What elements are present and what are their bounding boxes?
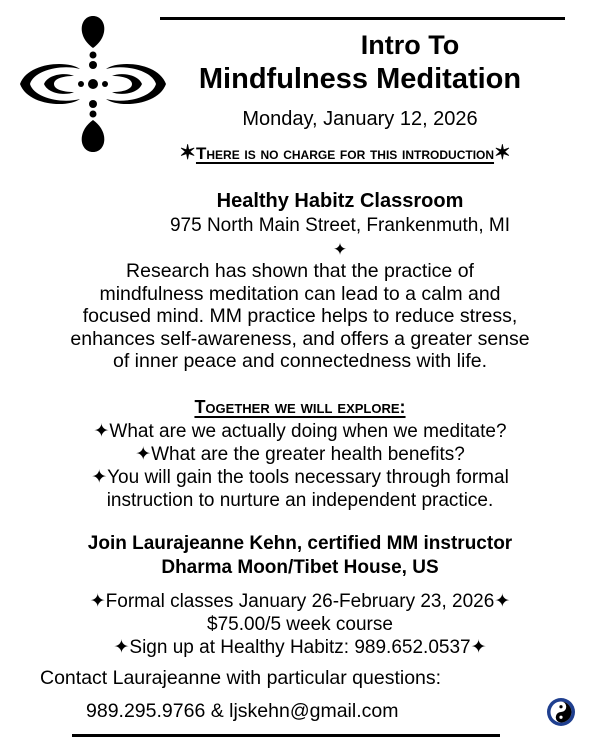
yin-yang-icon: [546, 697, 576, 727]
instructor-line-1: Join Laurajeanne Kehn, certified MM instructor: [87, 533, 513, 554]
class-dates: ✦Formal classes January 26-February 23, 2026✦: [89, 591, 511, 612]
no-charge-notice: [100, 140, 590, 165]
explore-item: instruction to nurture an independent practice.: [106, 490, 494, 511]
research-line: enhances self-awareness, and offers a greater sense: [70, 327, 530, 350]
explore-heading: Together we will explore:: [194, 397, 406, 417]
venue-address: 975 North Main Street, Frankenmuth, MI: [169, 215, 511, 236]
star-icon: ✶: [179, 142, 196, 164]
star-icon: ✶: [494, 142, 511, 164]
explore-item: ✦What are we actually doing when we meditate?: [93, 421, 507, 442]
explore-item: ✦You will gain the tools necessary through formal: [91, 467, 509, 488]
explore-item: ✦What are the greater health benefits?: [135, 444, 465, 465]
signup-line: ✦Sign up at Healthy Habitz: 989.652.0537✦: [113, 637, 487, 658]
no-charge-text: There is no charge for this introduction: [195, 144, 495, 163]
top-rule: [160, 17, 565, 20]
meditation-symbol-icon: [18, 14, 168, 154]
contact-question: Contact Laurajeanne with particular questions:: [40, 667, 442, 689]
explore-list: [18, 420, 582, 512]
bottom-rule: [72, 734, 500, 737]
title-line-2: Mindfulness Meditation: [198, 63, 522, 95]
research-line: focused mind. MM practice helps to reduce stress,: [82, 305, 518, 327]
event-date: Monday, January 12, 2026: [242, 108, 478, 130]
class-price: $75.00/5 week course: [207, 614, 393, 635]
research-paragraph: [18, 260, 582, 373]
title-line-1: Intro To: [360, 30, 460, 60]
contact-details: 989.295.9766 & ljskehn@gmail.com: [86, 700, 399, 722]
research-line: mindfulness meditation can lead to a calm and: [99, 282, 501, 305]
classes-block: [18, 590, 582, 659]
research-line: of inner peace and connectedness with life.: [113, 350, 487, 372]
venue-name: Healthy Habitz Classroom: [216, 190, 464, 212]
instructor-line-2: Dharma Moon/Tibet House, US: [161, 557, 439, 578]
research-line: Research has shown that the practice of: [126, 260, 474, 282]
sparkle-separator-icon: ✦: [332, 240, 348, 259]
instructor-block: [18, 532, 582, 580]
